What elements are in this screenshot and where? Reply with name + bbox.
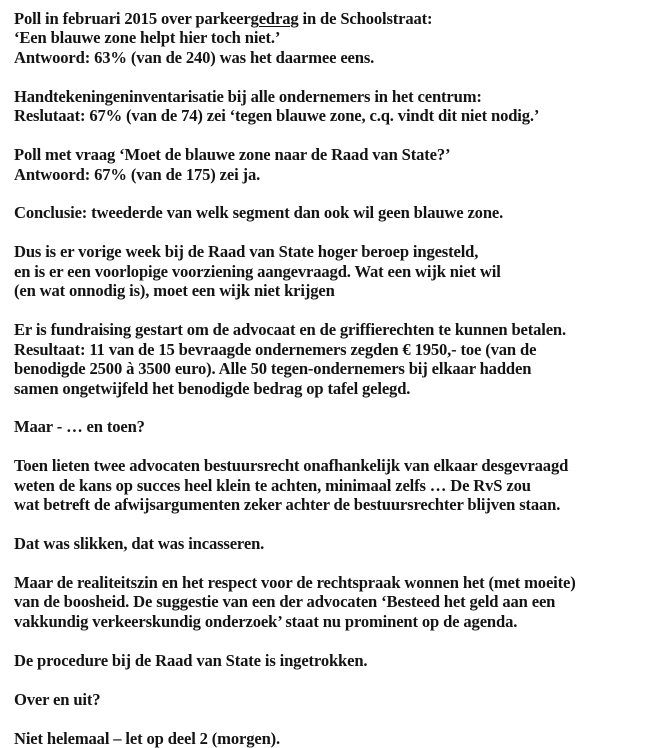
text-line: Poll met vraag ‘Moet de blauwe zone naar de Raad van State?’	[14, 145, 451, 165]
underlined-word: gedrag	[250, 9, 299, 28]
text-line: weten de kans op succes heel klein te achten, minimaal zelfs … De RvS zou	[14, 475, 531, 495]
text-line: Niet helemaal – let op deel 2 (morgen).	[14, 728, 281, 748]
paragraph-poll-raad-van-state	[14, 145, 644, 184]
text-line: (en wat onnodig is), moet een wijk niet krijgen	[14, 281, 335, 301]
text-line: Dus is er vorige week bij de Raad van State hoger beroep ingesteld,	[14, 242, 479, 262]
paragraph-withdrawn	[14, 651, 644, 670]
text-line: Toen lieten twee advocaten bestuursrecht onafhankelijk van elkaar desgevraagd	[14, 456, 569, 476]
text-line: Handtekeningeninventarisatie bij alle ondernemers in het centrum:	[14, 86, 482, 106]
text-line: Antwoord: 63% (van de 240) was het daarmee eens.	[14, 47, 375, 67]
paragraph-signatures	[14, 87, 644, 126]
document-body	[14, 9, 644, 748]
text-line: Conclusie: tweederde van welk segment dan ook wil geen blauwe zone.	[14, 203, 504, 223]
text-line: Er is fundraising gestart om de advocaat en de griffierechten te kunnen betalen.	[14, 320, 567, 340]
paragraph-conclusion	[14, 203, 644, 222]
paragraph-appeal	[14, 242, 644, 300]
text-line: van de boosheid. De suggestie van een der advocaten ‘Besteed het geld aan een	[14, 592, 556, 612]
paragraph-over-and-out	[14, 690, 644, 709]
text-line: Reslutaat: 67% (van de 74) zei ‘tegen blauwe zone, c.q. vindt dit niet nodig.’	[14, 106, 540, 126]
text-line: Maar de realiteitszin en het respect voor de rechtspraak wonnen het (met moeite)	[14, 573, 576, 592]
text-line: Dat was slikken, dat was incasseren.	[14, 534, 265, 554]
paragraph-realism	[14, 573, 644, 631]
text-line: Antwoord: 67% (van de 175) zei ja.	[14, 164, 261, 184]
text-line: Maar - … en toen?	[14, 417, 145, 437]
text-line: Resultaat: 11 van de 15 bevraagde ondernemers zegden € 1950,- toe (van de	[14, 339, 537, 359]
paragraph-swallow	[14, 534, 644, 553]
paragraph-lawyers	[14, 456, 644, 514]
paragraph-part-two	[14, 729, 644, 748]
text-line: en is er een voorlopige voorziening aangevraagd. Wat een wijk niet wil	[14, 261, 501, 281]
text-span: in de Schoolstraat:	[298, 9, 433, 28]
text-line: benodigde 2500 à 3500 euro). Alle 50 tegen-ondernemers bij elkaar hadden	[14, 359, 532, 379]
text-line: De procedure bij de Raad van State is ingetrokken.	[14, 650, 368, 670]
text-line: samen ongetwijfeld het benodigde bedrag op tafel gelegd.	[14, 378, 411, 398]
text-span: Poll in februari 2015 over parkeer	[14, 9, 251, 28]
text-line: Over en uit?	[14, 689, 101, 709]
text-line	[14, 9, 644, 28]
paragraph-fundraising	[14, 320, 644, 398]
paragraph-and-then	[14, 417, 644, 436]
text-line: vakkundig verkeerskundig onderzoek’ staat nu prominent op de agenda.	[14, 611, 518, 631]
text-line: ‘Een blauwe zone helpt hier toch niet.’	[14, 28, 281, 48]
paragraph-poll-february	[14, 9, 644, 67]
text-line: wat betreft de afwijsargumenten zeker achter de bestuursrechter blijven staan.	[14, 495, 561, 515]
